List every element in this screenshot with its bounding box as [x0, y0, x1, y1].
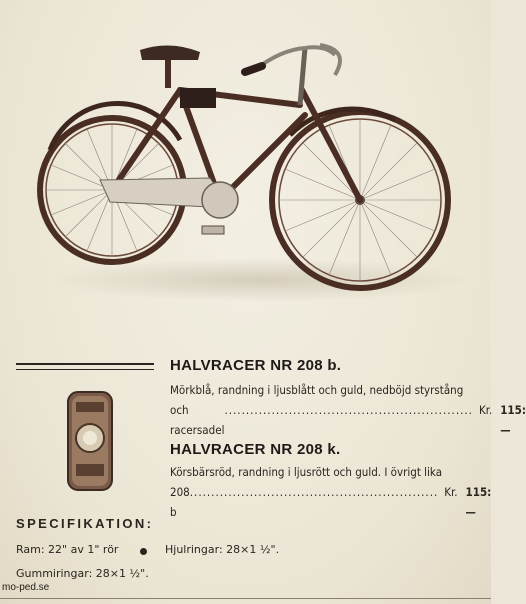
description-line: Körsbärsröd, randning i ljusrött och guld. I övrigt lika — [170, 465, 443, 479]
spec-rims: Hjulringar: 28×1 ½". — [165, 543, 280, 556]
bottom-rule — [0, 598, 491, 599]
bicycle-illustration — [30, 30, 470, 320]
spec-frame: Ram: 22" av 1" rör — [16, 543, 119, 556]
price-label: Kr. — [444, 485, 458, 499]
spec-heading: SPECIFIKATION: — [16, 516, 154, 531]
watermark-text: mo-ped.se — [2, 582, 50, 593]
product-description — [170, 380, 526, 440]
leader-dots: .......................................................... — [189, 485, 439, 499]
price-value: 115:— — [465, 485, 492, 519]
product-title: HALVRACER NR 208 b. — [170, 357, 342, 374]
bullet-dot — [140, 548, 147, 555]
price-line — [170, 400, 526, 440]
price-line — [170, 482, 492, 522]
divider-line — [16, 363, 154, 365]
headlamp-illustration — [62, 388, 118, 494]
description-line: 208 b — [170, 485, 190, 519]
product-title: HALVRACER NR 208 k. — [170, 441, 341, 458]
spec-tires: Gummiringar: 28×1 ½". — [16, 567, 149, 580]
price-value: 115:— — [500, 403, 526, 437]
price-label: Kr. — [478, 403, 493, 417]
leader-dots: .......................................................... — [224, 403, 473, 417]
divider-line — [16, 369, 154, 370]
description-line: och racersadel — [170, 403, 225, 437]
product-description — [170, 462, 492, 522]
description-line: Mörkblå, randning i ljusblått och guld, nedböjd styrstång — [170, 383, 464, 397]
